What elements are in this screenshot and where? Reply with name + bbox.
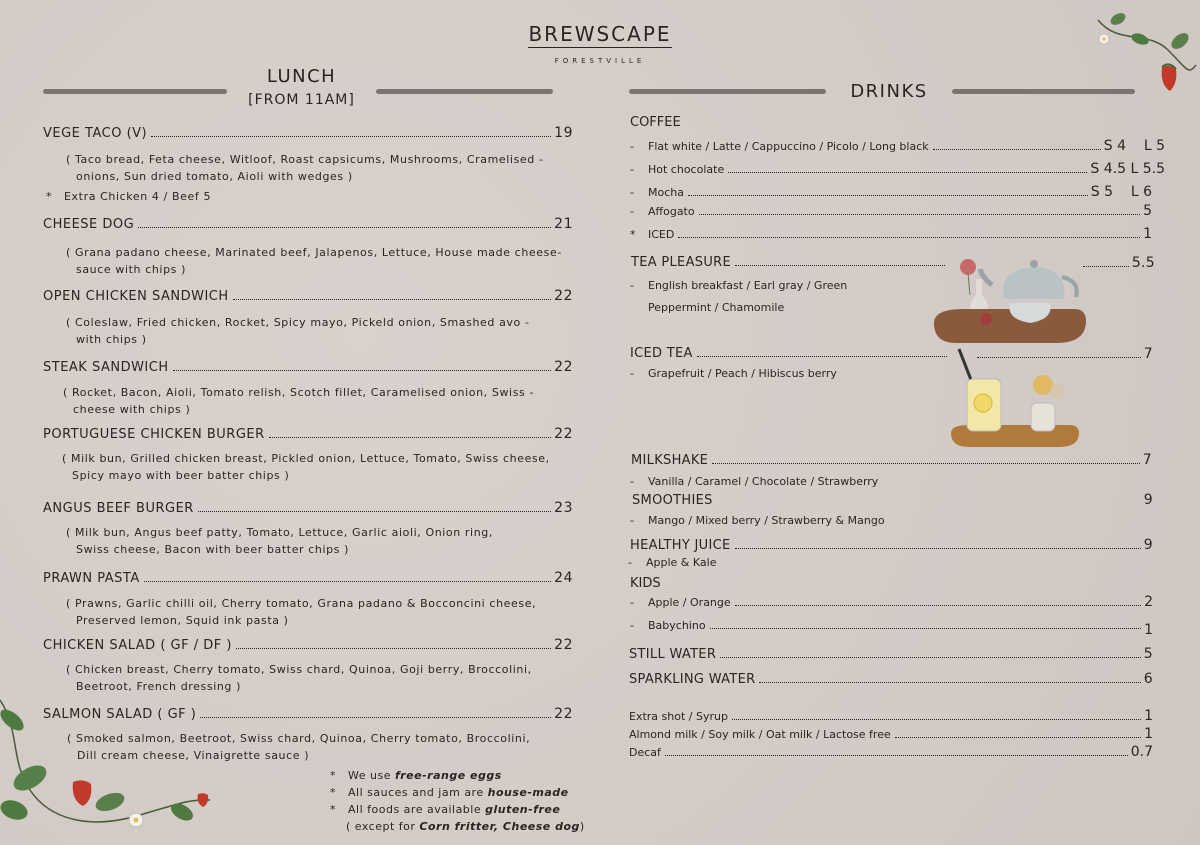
drink-price: 7	[977, 346, 1153, 362]
item-name: PORTUGUESE CHICKEN BURGER	[43, 427, 265, 442]
item-price: 22	[554, 637, 573, 653]
item-name: OPEN CHICKEN SANDWICH	[43, 289, 229, 304]
menu-item	[43, 706, 573, 722]
drink-section-title: MILKSHAKE 7	[631, 452, 1152, 468]
drink-section-title: HEALTHY JUICE 9	[630, 537, 1153, 553]
item-name: ANGUS BEEF BURGER	[43, 501, 194, 516]
menu-item	[43, 637, 573, 653]
item-price: 24	[554, 570, 573, 586]
item-description: ( Chicken breast, Cherry tomato, Swiss chard, Quinoa, Goji berry, Broccolini, Beetroot, French dressing )	[66, 663, 532, 693]
item-name: PRAWN PASTA	[43, 571, 140, 586]
menu-item	[43, 570, 573, 586]
menu-item	[43, 288, 573, 304]
extra-row: Almond milk / Soy milk / Oat milk / Lactose free 1	[629, 726, 1153, 742]
drink-row: - Mocha S 5 L 6	[630, 184, 1152, 200]
extra-row: Extra shot / Syrup 1	[629, 708, 1153, 724]
menu-item	[43, 426, 573, 442]
item-description: ( Coleslaw, Fried chicken, Rocket, Spicy mayo, Pickeld onion, Smashed avo - with chips )	[66, 316, 530, 346]
drink-section-title: STILL WATER 5	[629, 646, 1153, 662]
divider	[629, 89, 826, 94]
drink-options: - Vanilla / Caramel / Chocolate / Strawberry	[630, 475, 879, 488]
drink-price: 5.5	[1083, 255, 1155, 271]
extra-note: * Extra Chicken 4 / Beef 5	[46, 190, 212, 203]
divider	[952, 89, 1135, 94]
lunch-subtitle: [FROM 11AM]	[248, 92, 355, 108]
item-description: ( Rocket, Bacon, Aioli, Tomato relish, Scotch fillet, Caramelised onion, Swiss - cheese with chips )	[63, 386, 535, 416]
item-price: 23	[554, 500, 573, 516]
drink-row: * ICED 1	[630, 226, 1152, 242]
drink-options: - English breakfast / Earl gray / Green	[630, 279, 848, 292]
drink-options: - Mango / Mixed berry / Strawberry & Mango	[630, 514, 885, 527]
lunch-notes: * We use free-range eggs * All sauces and jam are house-made * All foods are available gluten-free ( except for Corn fritter, Cheese dog)	[330, 769, 585, 833]
item-price: 21	[554, 216, 573, 232]
brand-name: BREWSCAPE	[528, 22, 672, 46]
drink-row: - Babychino 1	[630, 619, 1153, 638]
divider	[376, 89, 553, 94]
drink-options: Peppermint / Chamomile	[648, 301, 785, 314]
item-price: 22	[554, 426, 573, 442]
item-name: CHEESE DOG	[43, 217, 135, 232]
drink-row: - Affogato 5	[630, 203, 1152, 219]
item-name: SALMON SALAD ( GF )	[43, 707, 197, 722]
menu-item	[43, 125, 573, 141]
item-description: ( Milk bun, Angus beef patty, Tomato, Lettuce, Garlic aioli, Onion ring, Swiss cheese, Bacon with beer batter chips )	[66, 526, 493, 556]
item-description: ( Taco bread, Feta cheese, Witloof, Roast capsicums, Mushrooms, Cramelised - onions, Sun dried tomato, Aioli with wedges )	[66, 153, 544, 183]
brand-header	[0, 22, 1200, 48]
item-name: STEAK SANDWICH	[43, 360, 169, 375]
item-description: ( Grana padano cheese, Marinated beef, Jalapenos, Lettuce, House made cheese- sauce with chips )	[66, 246, 562, 276]
drink-section-title: TEA PLEASURE	[631, 255, 948, 270]
item-name: CHICKEN SALAD ( GF / DF )	[43, 638, 232, 653]
item-price: 22	[554, 288, 573, 304]
drink-section-title: SPARKLING WATER 6	[629, 671, 1153, 687]
brand-location: FORESTVILLE	[554, 57, 646, 65]
item-price: 19	[554, 125, 573, 141]
drink-options: - Apple & Kale	[628, 556, 717, 569]
drink-section-title: ICED TEA	[630, 346, 950, 361]
item-name: VEGE TACO (V)	[43, 126, 148, 141]
drink-row: - Apple / Orange 2	[630, 594, 1153, 610]
teapot-illustration	[930, 255, 1088, 347]
lunch-title: LUNCH	[266, 66, 337, 87]
drink-row: - Hot chocolate S 4.5 L 5.5	[630, 161, 1165, 177]
item-description: ( Smoked salmon, Beetroot, Swiss chard, Quinoa, Cherry tomato, Broccolini, Dill cream cheese, Vinaigrette sauce )	[67, 732, 531, 762]
drink-options: - Grapefruit / Peach / Hibiscus berry	[630, 367, 837, 380]
kids-title: KIDS	[630, 576, 661, 591]
menu-item	[43, 216, 573, 232]
menu-item	[43, 359, 573, 375]
iced-tea-illustration	[945, 345, 1085, 453]
item-description: ( Milk bun, Grilled chicken breast, Pickled onion, Lettuce, Tomato, Swiss cheese, Spicy mayo with beer batter chips )	[62, 452, 550, 482]
extra-row: Decaf 0.7	[629, 744, 1153, 760]
drink-row: - Flat white / Latte / Cappuccino / Picolo / Long black S 4 L 5	[630, 138, 1165, 154]
item-price: 22	[554, 706, 573, 722]
coffee-title: COFFEE	[630, 115, 681, 130]
menu-item	[43, 500, 573, 516]
divider	[43, 89, 227, 94]
drinks-title: DRINKS	[850, 81, 928, 102]
drink-section-title: SMOOTHIES 9	[632, 492, 1153, 508]
strawberry-vine-icon	[1088, 5, 1200, 100]
item-price: 22	[554, 359, 573, 375]
item-description: ( Prawns, Garlic chilli oil, Cherry tomato, Grana padano & Bocconcini cheese, Preserved lemon, Squid ink pasta )	[66, 597, 537, 627]
